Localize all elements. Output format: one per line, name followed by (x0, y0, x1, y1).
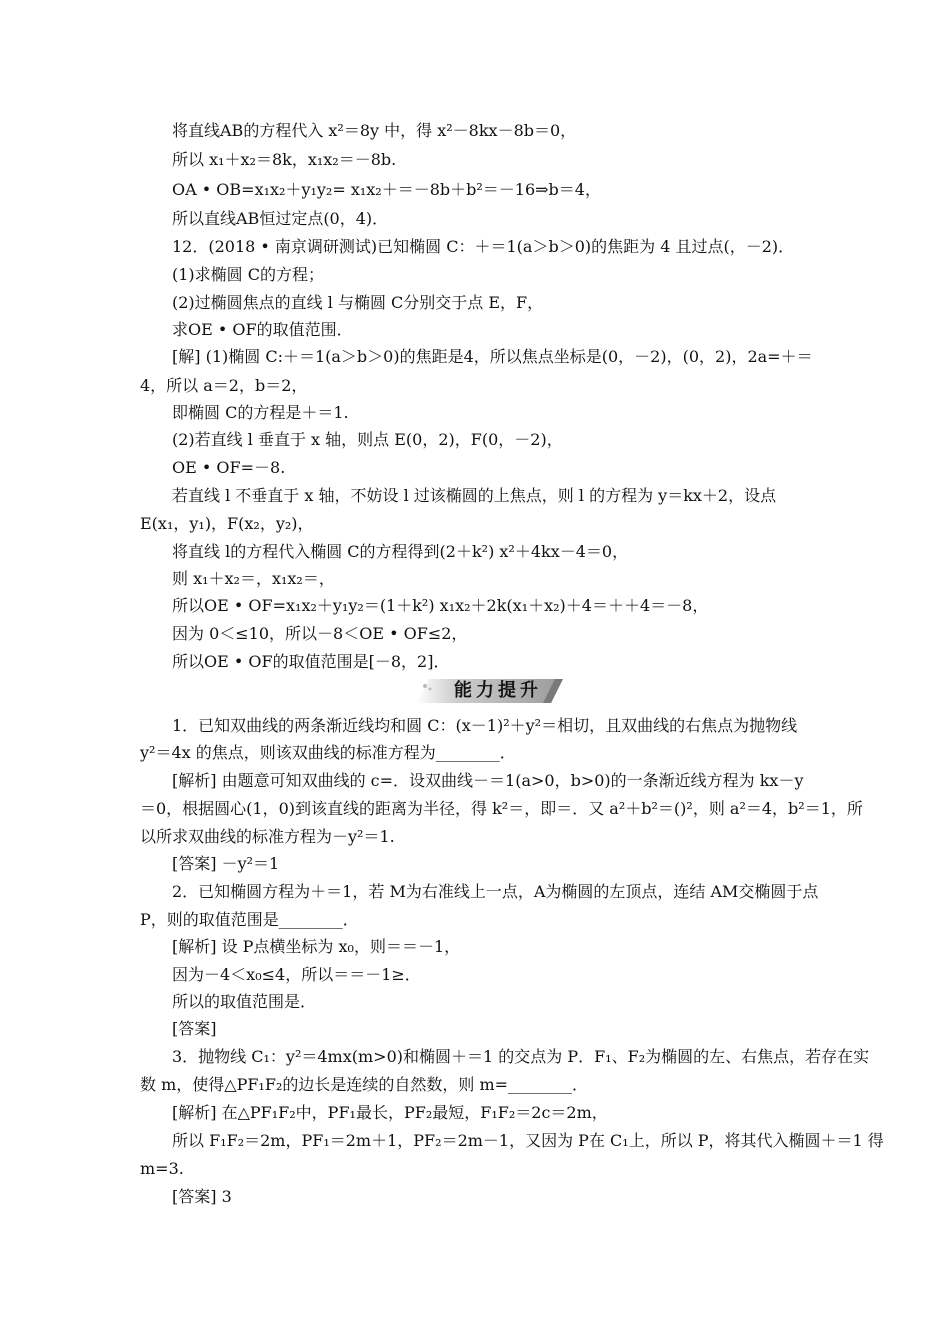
text-line: 将直线AB的方程代入 x²＝8y 中，得 x²－8kx－8b＝0， (172, 121, 577, 140)
text-line: 所以 x₁＋x₂＝8k，x₁x₂＝－8b. (172, 150, 397, 169)
answer-line: [答案] 3 (172, 1187, 232, 1206)
answer-line: [答案] (172, 1019, 217, 1038)
text-line: 因为 0＜≤10，所以－8＜OE • OF≤2， (172, 624, 468, 643)
analysis-line: [解析] 在△PF₁F₂中，PF₁最长，PF₂最短，F₁F₂＝2c＝2m， (172, 1103, 608, 1122)
text-line: (2)过椭圆焦点的直线 l 与椭圆 C分别交于点 E，F， (172, 293, 544, 312)
text-line: 则 x₁＋x₂＝，x₁x₂＝， (172, 569, 335, 588)
solution-line: [解] (1)椭圆 C:＋＝1(a＞b＞0)的焦距是4，所以焦点坐标是(0，－2)，(0，2)，2a=＋＝ (172, 347, 813, 366)
analysis-line: [解析] 设 P点横坐标为 x₀，则＝＝－1， (172, 937, 461, 956)
text-line: 求OE • OF的取值范围． (172, 320, 353, 339)
text-line: ＝0，根据圆心(1，0)到该直线的距离为半径，得 k²＝，即＝．又 a²＋b²＝()²，则 a²＝4，b²＝1，所 (140, 799, 863, 818)
text-line: OA • OB=x₁x₂＋y₁y₂= x₁x₂＋＝－8b＋b²＝－16⇒b＝4， (172, 180, 601, 199)
text-line: OE • OF=－8. (172, 458, 286, 477)
text-line: 数 m，使得△PF₁F₂的边长是连续的自然数，则 m=________． (140, 1075, 589, 1094)
text-line: P，则的取值范围是________． (140, 910, 359, 929)
text-line: 所以直线AB恒过定点(0，4)． (172, 209, 389, 228)
problem-3-statement: 3．抛物线 C₁：y²＝4mx(m>0)和椭圆＋＝1 的交点为 P．F₁、F₂为椭圆的左、右焦点，若存在实 (172, 1047, 870, 1066)
problem-1-statement: 1．已知双曲线的两条渐近线均和圆 C：(x－1)²＋y²＝相切，且双曲线的右焦点为抛物线 (172, 716, 798, 735)
text-line: 即椭圆 C的方程是＋＝1. (172, 403, 349, 422)
text-line: 所以的取值范围是． (172, 992, 317, 1011)
section-title: 能力提升 (454, 680, 542, 701)
text-line: 以所求双曲线的标准方程为－y²＝1. (140, 827, 395, 846)
problem-12-statement: 12．(2018 • 南京调研测试)已知椭圆 C：＋＝1(a＞b＞0)的焦距为 4 且过点(，－2)． (172, 237, 795, 256)
problem-2-statement: 2．已知椭圆方程为＋＝1，若 M为右准线上一点，A为椭圆的左顶点，连结 AM交椭圆于点 (172, 882, 819, 901)
text-line: 因为－4＜x₀≤4，所以＝＝－1≥． (172, 965, 421, 984)
text-line: 将直线 l的方程代入椭圆 C的方程得到(2＋k²) x²＋4kx－4＝0， (172, 542, 629, 561)
text-line: 所以OE • OF的取值范围是[－8，2]． (172, 652, 450, 671)
section-banner (415, 677, 565, 705)
text-line: 4，所以 a＝2，b＝2， (140, 376, 308, 395)
text-line: m=3. (140, 1159, 184, 1178)
text-line: 若直线 l 不垂直于 x 轴，不妨设 l 过该椭圆的上焦点，则 l 的方程为 y＝kx＋2，设点 (172, 486, 777, 505)
text-line: y²＝4x 的焦点，则该双曲线的标准方程为________． (140, 743, 516, 762)
text-line: 所以 F₁F₂＝2m，PF₁＝2m＋1，PF₂＝2m－1，又因为 P在 C₁上，所以 P，将其代入椭圆＋＝1 得 (172, 1131, 884, 1150)
text-line: (1)求椭圆 C的方程； (172, 265, 324, 284)
text-line: E(x₁，y₁)，F(x₂，y₂)， (140, 514, 314, 533)
answer-line: [答案] －y²＝1 (172, 854, 280, 873)
text-line: (2)若直线 l 垂直于 x 轴，则点 E(0，2)，F(0，－2)， (172, 430, 563, 449)
text-line: 所以OE • OF=x₁x₂＋y₁y₂＝(1＋k²) x₁x₂＋2k(x₁＋x₂)＋4＝＋＋4＝－8， (172, 596, 709, 615)
analysis-line: [解析] 由题意可知双曲线的 c=．设双曲线－＝1(a>0，b>0)的一条渐近线方程为 kx－y (172, 771, 804, 790)
